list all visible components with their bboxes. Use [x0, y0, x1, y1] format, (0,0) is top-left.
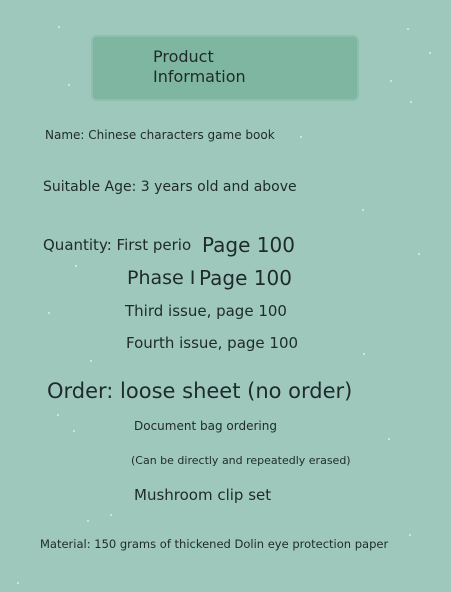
- background-speck: [362, 209, 364, 211]
- background-speck: [407, 28, 409, 30]
- background-speck: [48, 312, 50, 314]
- clip-set-text: Mushroom clip set: [134, 486, 272, 504]
- background-speck: [390, 80, 392, 82]
- third-issue-text: Third issue, page 100: [125, 302, 287, 320]
- background-speck: [90, 360, 92, 362]
- page-title-line2: Information: [153, 67, 246, 86]
- background-speck: [418, 253, 420, 255]
- material-text: Material: 150 grams of thickened Dolin eye protection paper: [40, 537, 389, 551]
- phase-page: Page 100: [199, 266, 292, 290]
- background-speck: [87, 520, 89, 522]
- page-title: [153, 47, 303, 87]
- erase-note-text: (Can be directly and repeatedly erased): [131, 454, 351, 467]
- phase-label: Phase I: [127, 267, 196, 289]
- background-speck: [75, 265, 77, 267]
- background-speck: [409, 534, 411, 536]
- background-speck: [68, 84, 70, 86]
- background-speck: [110, 514, 112, 516]
- background-speck: [410, 101, 412, 103]
- quantity-page: Page 100: [202, 233, 295, 257]
- background-speck: [363, 353, 365, 355]
- background-speck: [300, 136, 302, 138]
- fourth-issue-text: Fourth issue, page 100: [126, 334, 299, 352]
- background-speck: [58, 26, 60, 28]
- suitable-age-text: Suitable Age: 3 years old and above: [43, 179, 297, 195]
- background-speck: [429, 52, 431, 54]
- background-speck: [17, 582, 19, 584]
- quantity-label: Quantity: First perio: [43, 236, 192, 254]
- page-title-line1: Product: [153, 47, 214, 66]
- name-text: Name: Chinese characters game book: [45, 128, 275, 142]
- order-text: Order: loose sheet (no order): [47, 379, 353, 403]
- background-speck: [73, 430, 75, 432]
- background-speck: [57, 414, 59, 416]
- background-speck: [388, 438, 390, 440]
- document-bag-text: Document bag ordering: [134, 419, 277, 433]
